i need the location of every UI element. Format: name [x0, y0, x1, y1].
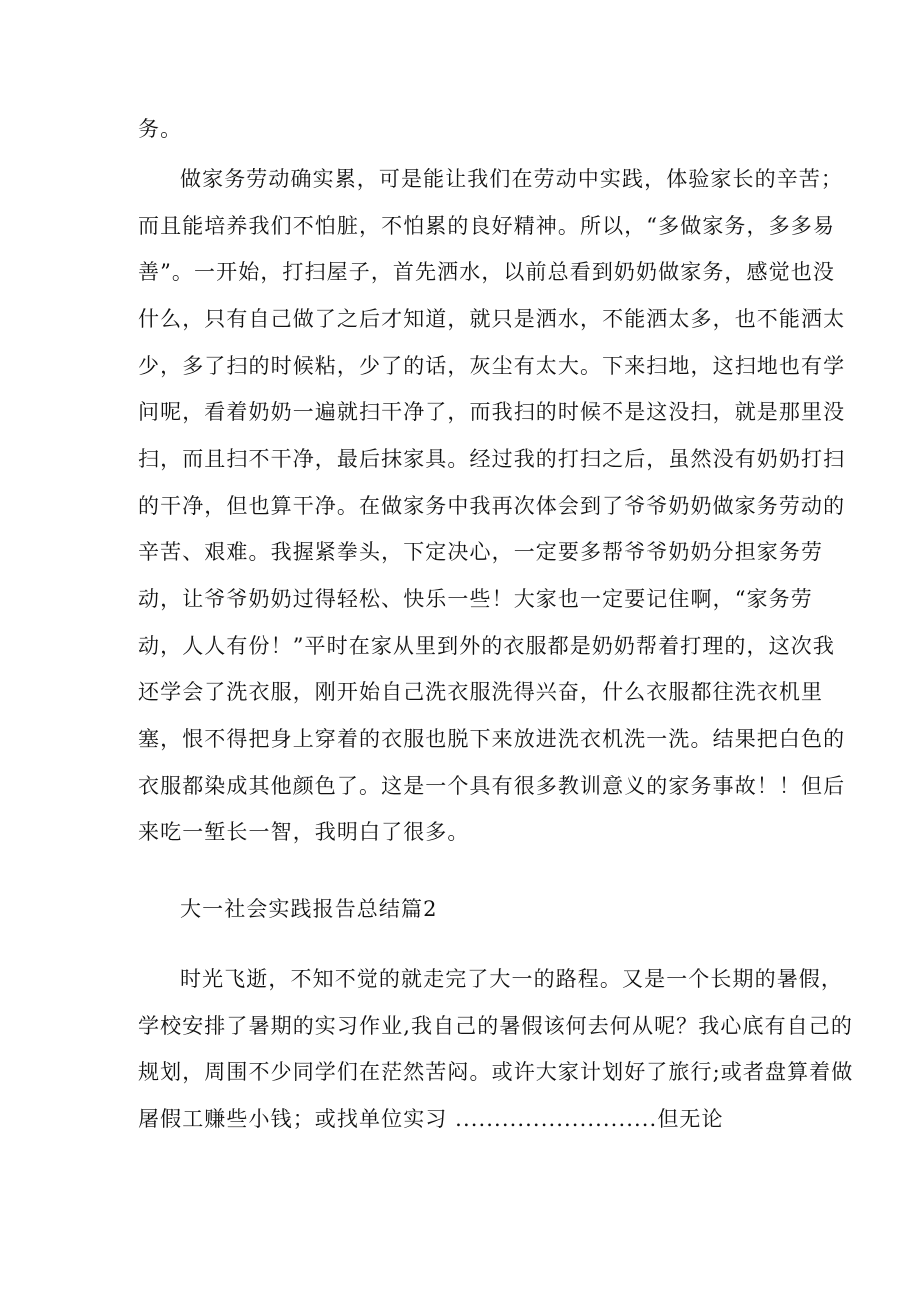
text-line: 衣服都染成其他颜色了。这是一个具有很多教训意义的家务事故！！但后 [138, 774, 846, 798]
text-line: 做家务劳动确实累，可是能让我们在劳动中实践，体验家长的辛苦； [180, 167, 843, 191]
text-line: 动，让爷爷奶奶过得轻松、快乐一些！大家也一定要记住啊，“家务劳 [138, 587, 813, 611]
text-line: 少，多了扫的时候粘，少了的话，灰尘有太大。下来扫地，这扫地也有学 [138, 354, 846, 378]
section-heading: 大一社会实践报告总结篇2 [180, 897, 438, 921]
text-line: 屠假工赚些小钱；或找单位实习 ..........................但无论 [138, 1107, 724, 1131]
text-line: 的干净，但也算干净。在做家务中我再次体会到了爷爷奶奶做家务劳动的 [138, 494, 846, 518]
text-line: 动，人人有份！”平时在家从里到外的衣服都是奶奶帮着打理的，这次我 [138, 634, 835, 658]
text-line: 而且能培养我们不怕脏，不怕累的良好精神。所以，“多做家务，多多易 [138, 214, 835, 238]
text-line: 扫，而且扫不干净，最后抹家具。经过我的打扫之后，虽然没有奶奶打扫 [138, 447, 846, 471]
text-line: 规划，周围不少同学们在茫然苦闷。或许大家计划好了旅行;或者盘算着做 [138, 1060, 854, 1084]
text-line: 问呢，看着奶奶一遍就扫干净了，而我扫的时候不是这没扫，就是那里没 [138, 400, 846, 424]
text-line: 时光飞逝，不知不觉的就走完了大一的路程。又是一个长期的暑假， [180, 967, 843, 991]
text-line: 还学会了洗衣服，刚开始自己洗衣服洗得兴奋，什么衣服都往洗衣机里 [138, 680, 824, 704]
text-line: 来吃一堑长一智，我明白了很多。 [138, 820, 470, 844]
text-line: 务。 [138, 117, 183, 141]
text-line: 善”。一开始，打扫屋子，首先洒水，以前总看到奶奶做家务，感觉也没 [138, 260, 835, 284]
text-line: 什么，只有自己做了之后才知道，就只是洒水，不能洒太多，也不能洒太 [138, 307, 846, 331]
text-line: 塞，恨不得把身上穿着的衣服也脱下来放进洗衣机洗一洗。结果把白色的 [138, 727, 846, 751]
text-line: 辛苦、艰难。我握紧拳头，下定决心，一定要多帮爷爷奶奶分担家务劳 [138, 540, 824, 564]
text-line: 学校安排了暑期的实习作业,我自己的暑假该何去何从呢？我心底有自己的 [138, 1014, 853, 1038]
